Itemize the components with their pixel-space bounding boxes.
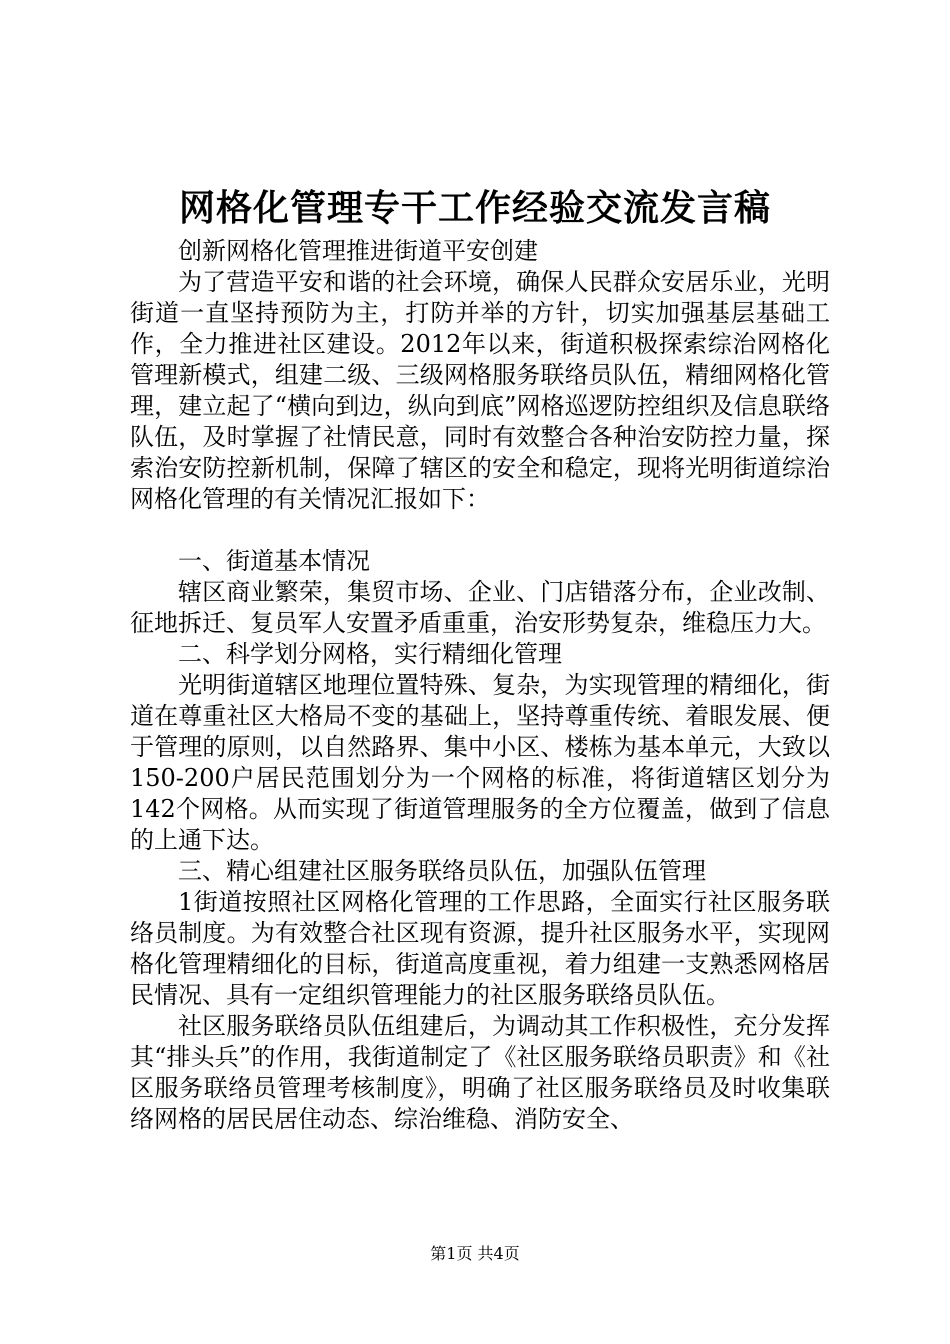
document-subtitle: 创新网格化管理推进街道平安创建 [178, 237, 538, 265]
paragraph-section-3a: 1街道按照社区网格化管理的工作思路，全面实行社区服务联络员制度。为有效整合社区现有资源，提升社区服务水平，实现网格化管理精细化的目标，街道高度重视，着力组建一支熟悉网格居民情况、具有一定组织管理能力的社区服务联络员队伍。 [130, 888, 830, 1009]
document-title: 网格化管理专干工作经验交流发言稿 [178, 187, 771, 229]
paragraph-section-2: 光明街道辖区地理位置特殊、复杂，为实现管理的精细化，街道在尊重社区大格局不变的基础上，坚持尊重传统、着眼发展、便于管理的原则，以自然路界、集中小区、楼栋为基本单元，大致以150-200户居民范围划分为一个网格的标准，将街道辖区划分为142个网格。从而实现了街道管理服务的全方位覆盖，做到了信息的上通下达。 [130, 671, 830, 854]
section-heading-1: 一、街道基本情况 [178, 547, 370, 575]
document-body [130, 236, 830, 1135]
paragraph-section-1: 辖区商业繁荣，集贸市场、企业、门店错落分布，企业改制、征地拆迁、复员军人安置矛盾重重，治安形势复杂，维稳压力大。 [130, 578, 830, 637]
paragraph-intro: 为了营造平安和谐的社会环境，确保人民群众安居乐业，光明街道一直坚持预防为主，打防并举的方针，切实加强基层基础工作，全力推进社区建设。2012年以来，街道积极探索综治网格化管理新模式，组建二级、三级网格服务联络员队伍，精细网格化管理，建立起了“横向到边，纵向到底”网格巡逻防控组织及信息联络队伍，及时掌握了社情民意，同时有效整合各种治安防控力量，探索治安防控新机制，保障了辖区的安全和稳定，现将光明街道综治网格化管理的有关情况汇报如下： [130, 268, 830, 513]
page-number: 第1页 共4页 [430, 1244, 520, 1263]
section-heading-3: 三、精心组建社区服务联络员队伍，加强队伍管理 [178, 857, 706, 885]
paragraph-spacer [130, 515, 830, 546]
section-heading-2: 二、科学划分网格，实行精细化管理 [178, 640, 562, 668]
paragraph-section-3b: 社区服务联络员队伍组建后，为调动其工作积极性，充分发挥其“排头兵”的作用，我街道制定了《社区服务联络员职责》和《社区服务联络员管理考核制度》，明确了社区服务联络员及时收集联络网格的居民居住动态、综治维稳、消防安全、 [130, 1012, 830, 1133]
